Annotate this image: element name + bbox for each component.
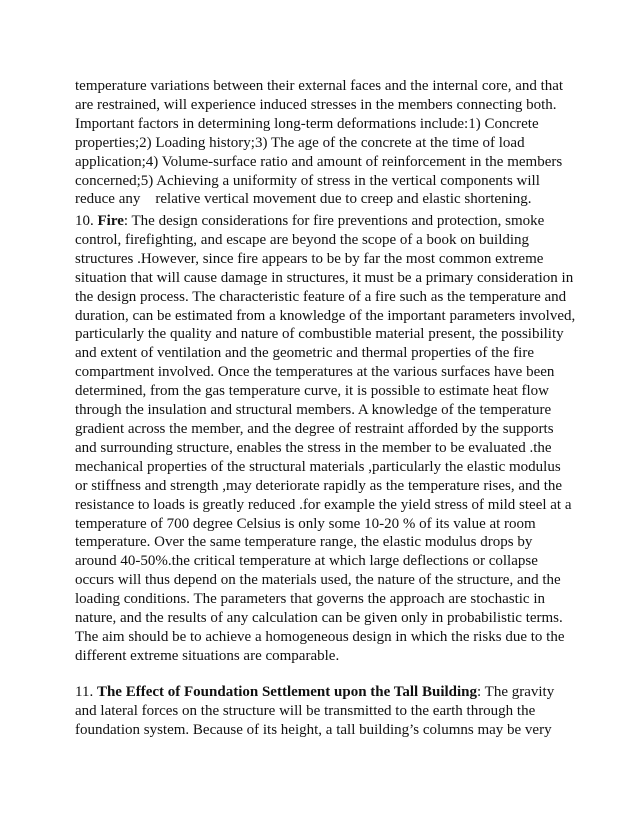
section-heading: The Effect of Foundation Settlement upon the Tall Building	[96, 684, 478, 700]
text-line: or stiffness and strength ,may deteriorate rapidly as the temperature rises, and the	[75, 477, 563, 494]
text-line: application;4) Volume-surface ratio and amount of reinforcement in the members	[75, 153, 563, 170]
text-line: loading conditions. The parameters that governs the approach are stochastic in	[75, 591, 545, 608]
text-line: The aim should be to achieve a homogeneous design in which the risks due to the	[75, 628, 565, 645]
text-line: and surrounding structure, enables the stress in the member to be evaluated .the	[75, 439, 552, 456]
paragraph-long-term-deformations	[75, 77, 565, 209]
text-line: around 40-50%.the critical temperature at which large deflections or collapse	[75, 553, 538, 570]
text-line: mechanical properties of the structural materials ,particularly the elastic modulus	[75, 458, 561, 475]
text-line: reduce any relative vertical movement due to creep and elastic shortening.	[75, 191, 532, 208]
text-line: control, firefighting, and escape are beyond the scope of a book on building	[75, 231, 530, 248]
text-line: situation that will cause damage in structures, it must be a primary consideration in	[75, 269, 574, 286]
text-line: nature, and the results of any calculation can be given only in probabilistic terms.	[75, 610, 563, 627]
text-line: different extreme situations are comparable.	[75, 647, 340, 664]
text-line: particularly the quality and nature of combustible material present, the possibility	[75, 326, 564, 343]
section-heading: Fire	[97, 213, 124, 229]
section-foundation-settlement	[75, 683, 565, 740]
text-line: and extent of ventilation and the geometric and thermal properties of the fire	[75, 345, 534, 362]
text-line: determined, from the gas temperature curve, it is possible to estimate heat flow	[75, 383, 550, 400]
text-line: temperature. Over the same temperature range, the elastic modulus drops by	[75, 534, 533, 551]
text-line: the design process. The characteristic feature of a fire such as the temperature and	[75, 288, 567, 305]
text-run: : The gravity	[477, 684, 555, 700]
text-line: structures .However, since fire appears to be by far the most common extreme	[75, 250, 544, 267]
text-line: gradient across the member, and the degree of restraint afforded by the supports	[75, 420, 554, 437]
text-line: are restrained, will experience induced stresses in the members connecting both.	[75, 96, 557, 113]
text-line: resistance to loads is greatly reduced .for example the yield stress of mild steel at a	[75, 496, 572, 513]
text-line	[75, 683, 565, 702]
section-fire	[75, 212, 576, 666]
text-run: : The design considerations for fire preventions and protection, smoke	[123, 213, 545, 229]
text-line: temperature of 700 degree Celsius is only some 10-20 % of its value at room	[75, 515, 536, 532]
text-line: compartment involved. Once the temperatures at the various surfaces have been	[75, 364, 555, 381]
text-line: temperature variations between their external faces and the internal core, and that	[75, 78, 564, 94]
text-line: and lateral forces on the structure will be transmitted to the earth through the	[75, 702, 536, 719]
text-line: foundation system. Because of its height, a tall building’s columns may be very	[75, 721, 552, 738]
text-line: properties;2) Loading history;3) The age of the concrete at the time of load	[75, 134, 525, 151]
text-line: concerned;5) Achieving a uniformity of stress in the vertical components will	[75, 172, 540, 189]
section-number: 11.	[75, 684, 94, 700]
section-number: 10.	[75, 213, 94, 229]
text-line: Important factors in determining long-term deformations include:1) Concrete	[75, 115, 539, 132]
text-line: through the insulation and structural members. A knowledge of the temperature	[75, 402, 552, 419]
text-line: duration, can be estimated from a knowledge of the important parameters involved,	[75, 307, 576, 324]
text-line	[75, 212, 565, 231]
text-line: occurs will thus depend on the materials used, the nature of the structure, and the	[75, 572, 561, 589]
